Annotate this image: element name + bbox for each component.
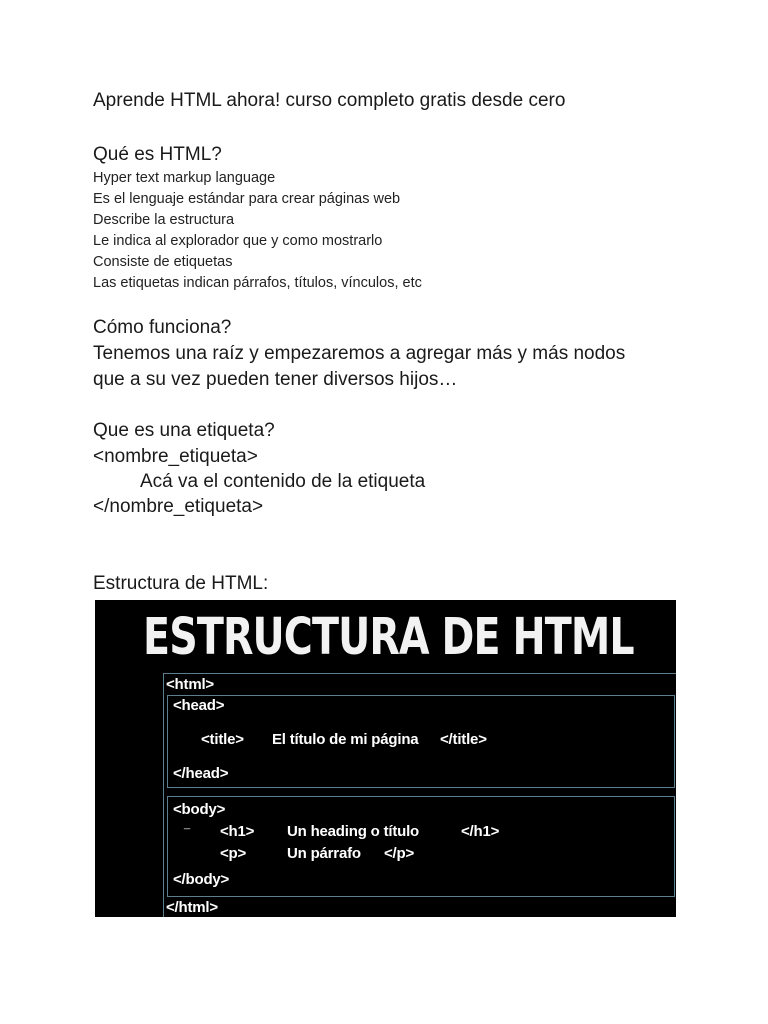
- html-open-tag: <html>: [166, 676, 214, 693]
- how-it-works-line-1: Tenemos una raíz y empezaremos a agregar más y más nodos: [93, 343, 626, 364]
- definition-line: Las etiquetas indican párrafos, títulos, vínculos, etc: [93, 275, 422, 291]
- definition-line: Hyper text markup language: [93, 170, 276, 186]
- title-close-tag: </title>: [440, 731, 487, 748]
- how-it-works-line-2: que a su vez pueden tener diversos hijos…: [93, 369, 458, 390]
- h1-close-tag: </h1>: [461, 823, 500, 840]
- figure-title: ESTRUCTURA DE HTML: [143, 608, 634, 667]
- section-heading-what-is-html: Qué es HTML?: [93, 144, 222, 165]
- head-open-tag: <head>: [173, 697, 225, 714]
- definition-line: Describe la estructura: [93, 212, 235, 228]
- h1-text: Un heading o título: [287, 823, 420, 840]
- section-heading-how-it-works: Cómo funciona?: [93, 317, 232, 338]
- definition-line: Consiste de etiquetas: [93, 254, 233, 270]
- section-heading-structure: Estructura de HTML:: [93, 573, 269, 594]
- body-open-tag: <body>: [173, 801, 226, 818]
- body-close-tag: </body>: [173, 871, 230, 888]
- definition-list: [93, 168, 422, 294]
- tag-content-example: Acá va el contenido de la etiqueta: [140, 471, 426, 492]
- p-close-tag: </p>: [384, 845, 415, 862]
- definition-line: Es el lenguaje estándar para crear páginas web: [93, 191, 401, 207]
- cursor-mark-icon: _: [184, 818, 191, 830]
- html-structure-figure: [95, 600, 676, 917]
- definition-line: Le indica al explorador que y como mostrarlo: [93, 233, 383, 249]
- p-text: Un párrafo: [287, 845, 361, 862]
- title-text: El título de mi página: [272, 731, 419, 748]
- title-open-tag: <title>: [201, 731, 244, 748]
- head-close-tag: </head>: [173, 765, 229, 782]
- tag-open-example: <nombre_etiqueta>: [93, 446, 258, 467]
- html-close-tag: </html>: [166, 899, 218, 916]
- h1-open-tag: <h1>: [220, 823, 255, 840]
- tag-close-example: </nombre_etiqueta>: [93, 496, 264, 517]
- document-title: Aprende HTML ahora! curso completo gratis desde cero: [93, 90, 566, 111]
- section-heading-what-is-tag: Que es una etiqueta?: [93, 420, 275, 441]
- p-open-tag: <p>: [220, 845, 247, 862]
